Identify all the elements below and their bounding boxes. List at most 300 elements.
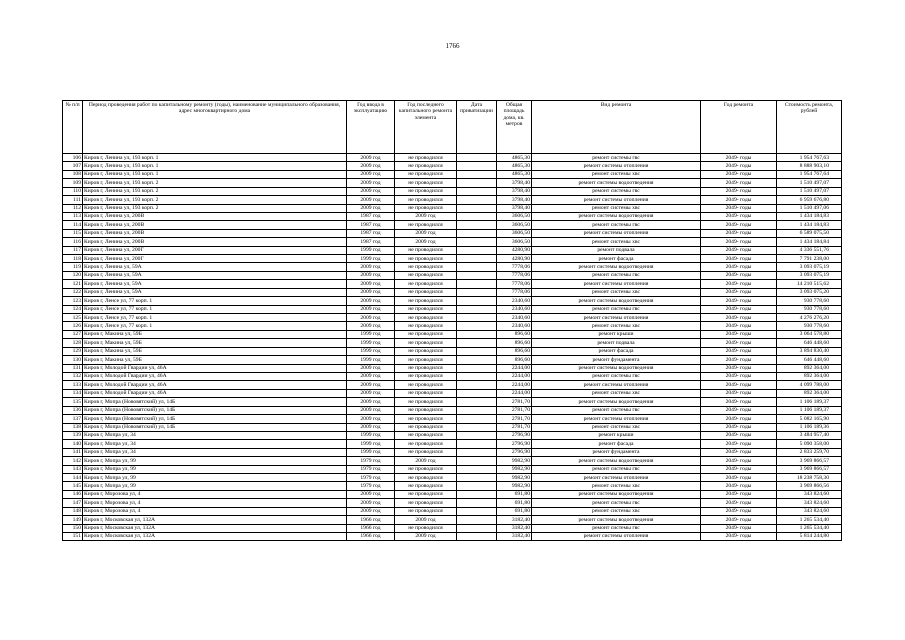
cell-year-built: 2009 год [347, 280, 395, 288]
cell-address: Киров г, Ленина ул, 200В [83, 221, 347, 229]
cell-index: 113 [63, 212, 83, 220]
cell-privatization-date [457, 516, 497, 524]
header-repair-year: Год ремонта [701, 101, 777, 154]
cell-last-repair: 2009 год [395, 238, 457, 246]
table-row [63, 465, 842, 473]
cell-address: Киров г, Ленина ул, 200Г [83, 255, 347, 263]
table-row [63, 162, 842, 170]
cell-cost: 1 265 534,40 [777, 516, 842, 524]
cell-year-built: 1999 год [347, 255, 395, 263]
cell-repair-type: ремонт системы водоотведения [532, 398, 701, 406]
cell-index: 141 [63, 448, 83, 456]
cell-area: 896,60 [497, 347, 532, 355]
cell-index: 132 [63, 372, 83, 380]
cell-repair-year: 2049- годы [701, 221, 777, 229]
cell-last-repair: не проводился [395, 347, 457, 355]
cell-repair-year: 2049- годы [701, 474, 777, 482]
cell-area: 2796,90 [497, 440, 532, 448]
cell-area: 3798,40 [497, 204, 532, 212]
cell-repair-year: 2049- годы [701, 440, 777, 448]
cell-address: Киров г, Ленина ул, 193 корп. 2 [83, 187, 347, 195]
cell-repair-year: 2049- годы [701, 448, 777, 456]
cell-privatization-date [457, 364, 497, 372]
cell-address: Киров г, Московская ул, 132А [83, 524, 347, 532]
cell-repair-year: 2049- годы [701, 305, 777, 313]
table-row [63, 516, 842, 524]
header-index: № п/п [63, 101, 83, 154]
cell-repair-year: 2049- годы [701, 179, 777, 187]
cell-repair-type: ремонт системы гвс [532, 465, 701, 473]
cell-last-repair: не проводился [395, 187, 457, 195]
cell-year-built: 2009 год [347, 162, 395, 170]
cell-index: 108 [63, 170, 83, 178]
cell-year-built: 2009 год [347, 389, 395, 397]
cell-address: Киров г, Московская ул, 132А [83, 516, 347, 524]
cell-address: Киров г, Молодой Гвардии ул, 46А [83, 372, 347, 380]
cell-privatization-date [457, 339, 497, 347]
cell-repair-type: ремонт системы отопления [532, 229, 701, 237]
cell-repair-type: ремонт системы гвс [532, 372, 701, 380]
cell-last-repair: не проводился [395, 179, 457, 187]
cell-area: 2244,00 [497, 381, 532, 389]
cell-repair-year: 2049- годы [701, 516, 777, 524]
cell-cost: 343 824,60 [777, 507, 842, 515]
cell-last-repair: не проводился [395, 524, 457, 532]
cell-cost: 1 434 184,83 [777, 221, 842, 229]
cell-area: 4865,30 [497, 154, 532, 162]
table-row [63, 372, 842, 380]
cell-area: 3606,50 [497, 221, 532, 229]
cell-repair-type: ремонт системы гвс [532, 271, 701, 279]
cell-area: 2340,60 [497, 305, 532, 313]
cell-index: 110 [63, 187, 83, 195]
cell-privatization-date [457, 389, 497, 397]
table-row [63, 204, 842, 212]
cell-repair-type: ремонт системы отопления [532, 314, 701, 322]
table-row [63, 415, 842, 423]
table-row [63, 187, 842, 195]
table-row [63, 255, 842, 263]
cell-cost: 1 510 497,07 [777, 187, 842, 195]
cell-area: 691,80 [497, 499, 532, 507]
cell-year-built: 2009 год [347, 406, 395, 414]
cell-privatization-date [457, 507, 497, 515]
cell-index: 135 [63, 398, 83, 406]
cell-year-built: 1999 год [347, 330, 395, 338]
cell-last-repair: не проводился [395, 381, 457, 389]
cell-repair-type: ремонт системы хвс [532, 507, 701, 515]
cell-address: Киров г, Мопра ул, 34 [83, 440, 347, 448]
cell-area: 9982,90 [497, 474, 532, 482]
table-row [63, 170, 842, 178]
cell-area: 7778,06 [497, 288, 532, 296]
cell-area: 3606,50 [497, 229, 532, 237]
cell-last-repair: не проводился [395, 406, 457, 414]
cell-repair-type: ремонт фасада [532, 440, 701, 448]
cell-repair-year: 2049- годы [701, 280, 777, 288]
table-row [63, 271, 842, 279]
cell-cost: 14 210 515,62 [777, 280, 842, 288]
cell-cost: 343 824,60 [777, 490, 842, 498]
table-row [63, 221, 842, 229]
cell-cost: 3 093 075,19 [777, 263, 842, 271]
cell-privatization-date [457, 187, 497, 195]
cell-year-built: 1987 год [347, 221, 395, 229]
table-header [63, 101, 842, 154]
cell-cost: 3 093 075,19 [777, 271, 842, 279]
cell-repair-year: 2049- годы [701, 212, 777, 220]
cell-repair-year: 2049- годы [701, 339, 777, 347]
cell-year-built: 1979 год [347, 457, 395, 465]
cell-address: Киров г, Мопра (Нововятский) ул, 14Б [83, 406, 347, 414]
cell-privatization-date [457, 406, 497, 414]
cell-privatization-date [457, 288, 497, 296]
cell-repair-type: ремонт системы хвс [532, 423, 701, 431]
cell-repair-type: ремонт системы гвс [532, 187, 701, 195]
cell-privatization-date [457, 431, 497, 439]
cell-area: 3798,40 [497, 196, 532, 204]
cell-last-repair: не проводился [395, 196, 457, 204]
cell-index: 106 [63, 154, 83, 162]
cell-privatization-date [457, 280, 497, 288]
table-row [63, 423, 842, 431]
cell-repair-year: 2049- годы [701, 347, 777, 355]
cell-area: 3606,50 [497, 238, 532, 246]
cell-area: 7778,06 [497, 263, 532, 271]
cell-repair-year: 2049- годы [701, 532, 777, 540]
cell-cost: 1 265 534,40 [777, 524, 842, 532]
cell-area: 2340,60 [497, 297, 532, 305]
cell-repair-year: 2049- годы [701, 238, 777, 246]
cell-cost: 3 093 075,20 [777, 288, 842, 296]
cell-index: 123 [63, 297, 83, 305]
cell-year-built: 2009 год [347, 364, 395, 372]
cell-cost: 5 814 244,80 [777, 532, 842, 540]
cell-area: 9982,90 [497, 465, 532, 473]
cell-privatization-date [457, 330, 497, 338]
cell-repair-type: ремонт системы отопления [532, 196, 701, 204]
cell-repair-type: ремонт системы водоотведения [532, 263, 701, 271]
cell-repair-type: ремонт системы гвс [532, 524, 701, 532]
cell-year-built: 2009 год [347, 187, 395, 195]
cell-cost: 7 791 238,00 [777, 255, 842, 263]
cell-cost: 892 364,00 [777, 389, 842, 397]
table-row [63, 330, 842, 338]
cell-privatization-date [457, 482, 497, 490]
cell-year-built: 2009 год [347, 322, 395, 330]
cell-privatization-date [457, 423, 497, 431]
cell-cost: 343 824,60 [777, 499, 842, 507]
cell-address: Киров г, Ленина ул, 193 корп. 2 [83, 204, 347, 212]
table-row [63, 448, 842, 456]
cell-year-built: 2009 год [347, 372, 395, 380]
table-body [63, 154, 842, 541]
cell-privatization-date [457, 524, 497, 532]
cell-year-built: 2009 год [347, 297, 395, 305]
cell-index: 124 [63, 305, 83, 313]
cell-last-repair: не проводился [395, 162, 457, 170]
cell-address: Киров г, Мопра ул, 99 [83, 457, 347, 465]
cell-year-built: 1987 год [347, 212, 395, 220]
cell-last-repair: не проводился [395, 465, 457, 473]
cell-repair-type: ремонт подвала [532, 339, 701, 347]
cell-repair-type: ремонт системы водоотведения [532, 457, 701, 465]
cell-repair-year: 2049- годы [701, 381, 777, 389]
cell-area: 691,80 [497, 490, 532, 498]
cell-last-repair: не проводился [395, 356, 457, 364]
cell-last-repair: не проводился [395, 372, 457, 380]
table-row [63, 431, 842, 439]
cell-repair-year: 2049- годы [701, 415, 777, 423]
cell-year-built: 2009 год [347, 423, 395, 431]
cell-address: Киров г, Ленина ул, 200Г [83, 246, 347, 254]
cell-repair-type: ремонт системы отопления [532, 381, 701, 389]
cell-privatization-date [457, 263, 497, 271]
cell-last-repair: не проводился [395, 170, 457, 178]
cell-repair-year: 2049- годы [701, 364, 777, 372]
cell-cost: 1 954 767,63 [777, 154, 842, 162]
cell-repair-type: ремонт подвала [532, 246, 701, 254]
cell-year-built: 2009 год [347, 305, 395, 313]
table-row [63, 154, 842, 162]
cell-index: 148 [63, 507, 83, 515]
cell-address: Киров г, Ленина ул, 193 корп. 1 [83, 170, 347, 178]
table-row [63, 406, 842, 414]
table-row [63, 288, 842, 296]
cell-privatization-date [457, 448, 497, 456]
cell-last-repair: не проводился [395, 339, 457, 347]
cell-cost: 1 106 189,37 [777, 398, 842, 406]
table-row [63, 381, 842, 389]
cell-last-repair: не проводился [395, 204, 457, 212]
cell-repair-year: 2049- годы [701, 499, 777, 507]
cell-privatization-date [457, 229, 497, 237]
header-area: Общая площадь дома, кв. метров [497, 101, 532, 154]
cell-index: 150 [63, 524, 83, 532]
cell-repair-type: ремонт системы гвс [532, 406, 701, 414]
cell-year-built: 1979 год [347, 474, 395, 482]
table-row [63, 524, 842, 532]
cell-area: 3182,40 [497, 524, 532, 532]
table-row [63, 507, 842, 515]
cell-last-repair: не проводился [395, 448, 457, 456]
cell-privatization-date [457, 314, 497, 322]
cell-cost: 1 954 767,64 [777, 170, 842, 178]
cell-address: Киров г, Ленсе ул, 77 корп. 1 [83, 297, 347, 305]
cell-area: 896,60 [497, 339, 532, 347]
table-row [63, 280, 842, 288]
cell-privatization-date [457, 221, 497, 229]
cell-last-repair: не проводился [395, 499, 457, 507]
cell-repair-year: 2049- годы [701, 423, 777, 431]
cell-last-repair: не проводился [395, 431, 457, 439]
cell-cost: 3 969 866,56 [777, 482, 842, 490]
cell-repair-type: ремонт системы водоотведения [532, 490, 701, 498]
cell-index: 138 [63, 423, 83, 431]
cell-year-built: 2009 год [347, 288, 395, 296]
cell-repair-year: 2049- годы [701, 507, 777, 515]
cell-last-repair: не проводился [395, 440, 457, 448]
cell-cost: 18 238 758,30 [777, 474, 842, 482]
cell-last-repair: не проводился [395, 305, 457, 313]
cell-address: Киров г, Макина ул, 59Б [83, 330, 347, 338]
cell-year-built: 2009 год [347, 271, 395, 279]
cell-repair-type: ремонт системы гвс [532, 154, 701, 162]
cell-repair-year: 2049- годы [701, 204, 777, 212]
cell-repair-year: 2049- годы [701, 271, 777, 279]
cell-index: 109 [63, 179, 83, 187]
cell-repair-year: 2049- годы [701, 431, 777, 439]
cell-index: 143 [63, 465, 83, 473]
table-row [63, 457, 842, 465]
cell-last-repair: не проводился [395, 288, 457, 296]
cell-index: 116 [63, 238, 83, 246]
cell-privatization-date [457, 170, 497, 178]
cell-area: 3182,40 [497, 516, 532, 524]
cell-address: Киров г, Морозова ул, 4 [83, 490, 347, 498]
cell-address: Киров г, Ленсе ул, 77 корп. 1 [83, 305, 347, 313]
cell-year-built: 1987 год [347, 238, 395, 246]
cell-address: Киров г, Макина ул, 59Б [83, 347, 347, 355]
cell-area: 2244,00 [497, 389, 532, 397]
cell-last-repair: не проводился [395, 389, 457, 397]
cell-repair-type: ремонт системы отопления [532, 280, 701, 288]
cell-repair-year: 2049- годы [701, 170, 777, 178]
cell-cost: 3 484 957,40 [777, 431, 842, 439]
cell-last-repair: 2009 год [395, 516, 457, 524]
cell-index: 140 [63, 440, 83, 448]
cell-index: 118 [63, 255, 83, 263]
cell-year-built: 1999 год [347, 246, 395, 254]
cell-privatization-date [457, 305, 497, 313]
cell-index: 145 [63, 482, 83, 490]
cell-repair-type: ремонт системы хвс [532, 170, 701, 178]
cell-repair-year: 2049- годы [701, 372, 777, 380]
cell-year-built: 2009 год [347, 398, 395, 406]
cell-last-repair: не проводился [395, 507, 457, 515]
cell-index: 147 [63, 499, 83, 507]
cell-index: 125 [63, 314, 83, 322]
cell-area: 9982,90 [497, 482, 532, 490]
cell-repair-year: 2049- годы [701, 154, 777, 162]
cell-repair-year: 2049- годы [701, 457, 777, 465]
cell-privatization-date [457, 465, 497, 473]
cell-area: 4280,90 [497, 246, 532, 254]
cell-area: 2781,70 [497, 415, 532, 423]
cell-address: Киров г, Мопра ул, 99 [83, 482, 347, 490]
cell-index: 122 [63, 288, 83, 296]
cell-repair-type: ремонт системы хвс [532, 288, 701, 296]
cell-last-repair: не проводился [395, 221, 457, 229]
cell-repair-year: 2049- годы [701, 482, 777, 490]
header-cost: Стоимость ремонта, рублей [777, 101, 842, 154]
cell-cost: 3 064 578,80 [777, 330, 842, 338]
cell-year-built: 1966 год [347, 524, 395, 532]
cell-repair-year: 2049- годы [701, 490, 777, 498]
cell-privatization-date [457, 255, 497, 263]
cell-year-built: 2009 год [347, 263, 395, 271]
header-address: Период проведения работ по капитальному ремонту (годы), наименование муниципального образования, адрес многоквартирного дома [83, 101, 347, 154]
table-row [63, 389, 842, 397]
cell-last-repair: не проводился [395, 398, 457, 406]
cell-area: 9982,90 [497, 457, 532, 465]
cell-address: Киров г, Ленина ул, 59А [83, 288, 347, 296]
cell-area: 2781,70 [497, 406, 532, 414]
header-row [63, 101, 842, 154]
cell-year-built: 1999 год [347, 440, 395, 448]
cell-address: Киров г, Ленина ул, 200В [83, 212, 347, 220]
table-row [63, 364, 842, 372]
cell-index: 111 [63, 196, 83, 204]
cell-privatization-date [457, 271, 497, 279]
cell-repair-year: 2049- годы [701, 524, 777, 532]
cell-index: 127 [63, 330, 83, 338]
cell-address: Киров г, Мопра (Нововятский) ул, 14Б [83, 423, 347, 431]
cell-last-repair: не проводился [395, 482, 457, 490]
cell-year-built: 2009 год [347, 507, 395, 515]
cell-cost: 5 082 165,90 [777, 415, 842, 423]
cell-repair-type: ремонт крыши [532, 330, 701, 338]
table-row [63, 490, 842, 498]
cell-repair-type: ремонт системы хвс [532, 204, 701, 212]
cell-index: 142 [63, 457, 83, 465]
cell-index: 146 [63, 490, 83, 498]
cell-repair-type: ремонт системы гвс [532, 499, 701, 507]
cell-cost: 1 434 184,84 [777, 238, 842, 246]
cell-cost: 8 888 903,10 [777, 162, 842, 170]
cell-address: Киров г, Молодой Гвардии ул, 46А [83, 381, 347, 389]
cell-index: 134 [63, 389, 83, 397]
cell-index: 131 [63, 364, 83, 372]
table-row [63, 229, 842, 237]
cell-area: 2781,70 [497, 398, 532, 406]
cell-index: 115 [63, 229, 83, 237]
table-row [63, 305, 842, 313]
cell-privatization-date [457, 440, 497, 448]
cell-cost: 4 099 788,00 [777, 381, 842, 389]
cell-repair-type: ремонт системы водоотведения [532, 516, 701, 524]
cell-privatization-date [457, 381, 497, 389]
cell-cost: 930 778,60 [777, 305, 842, 313]
cell-year-built: 2009 год [347, 170, 395, 178]
cell-area: 2340,60 [497, 314, 532, 322]
cell-address: Киров г, Ленина ул, 193 корп. 1 [83, 162, 347, 170]
cell-privatization-date [457, 415, 497, 423]
cell-year-built: 1979 год [347, 465, 395, 473]
table-row [63, 246, 842, 254]
cell-cost: 6 589 075,50 [777, 229, 842, 237]
cell-cost: 892 364,00 [777, 364, 842, 372]
cell-year-built: 1999 год [347, 339, 395, 347]
cell-year-built: 2009 год [347, 314, 395, 322]
table-row [63, 356, 842, 364]
cell-privatization-date [457, 490, 497, 498]
cell-index: 112 [63, 204, 83, 212]
cell-year-built: 2009 год [347, 179, 395, 187]
cell-address: Киров г, Ленина ул, 200В [83, 238, 347, 246]
cell-area: 3606,50 [497, 212, 532, 220]
cell-last-repair: не проводился [395, 255, 457, 263]
cell-last-repair: не проводился [395, 314, 457, 322]
cell-repair-type: ремонт фундамента [532, 448, 701, 456]
header-repair-type: Вид ремонта [532, 101, 701, 154]
cell-repair-type: ремонт системы хвс [532, 389, 701, 397]
cell-index: 149 [63, 516, 83, 524]
table-row [63, 196, 842, 204]
table-row [63, 314, 842, 322]
cell-area: 7778,06 [497, 280, 532, 288]
table-row [63, 482, 842, 490]
